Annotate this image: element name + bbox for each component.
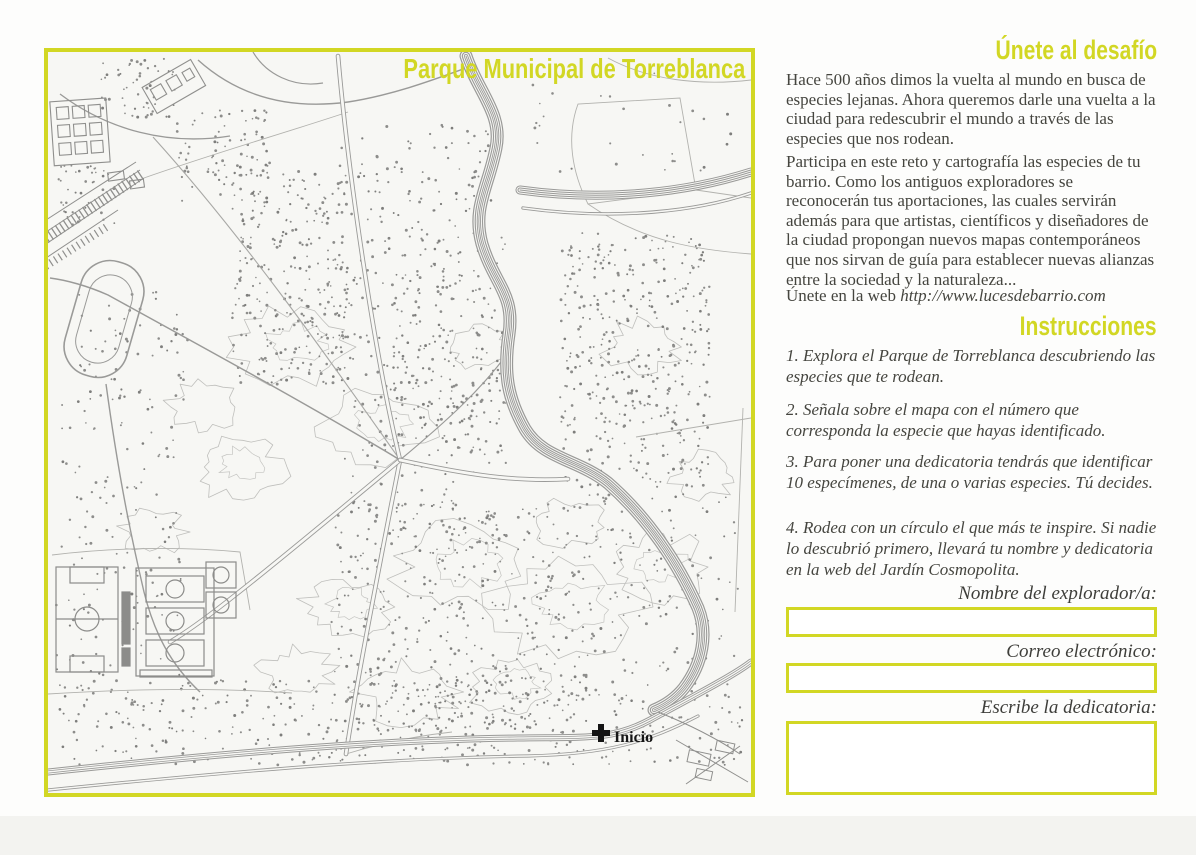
join-prefix: Únete en la web <box>786 286 901 305</box>
dedication-label: Escribe la dedicatoria: <box>980 697 1157 718</box>
challenge-heading: Únete al desafío <box>995 35 1157 65</box>
map-title: Parque Municipal de Torreblanca <box>403 53 745 84</box>
page-bottom-edge <box>0 816 1196 855</box>
start-marker-label: Inicio <box>614 729 654 746</box>
park-map-panel <box>44 48 755 797</box>
instruction-item-2: 2. Señala sobre el mapa con el número que corresponda la especie que hayas identificado. <box>786 400 1106 440</box>
instructions-heading: Instrucciones <box>1020 311 1157 341</box>
explorer-name-input[interactable] <box>786 607 1157 637</box>
join-url: http://www.lucesdebarrio.com <box>900 286 1106 305</box>
email-label: Correo electrónico: <box>1006 641 1157 662</box>
challenge-paragraph-2: Participa en este reto y cartografía las especies de tu barrio. Como los antiguos exploradores se reconocerán tus aportaciones, las cuales servirán además para que artistas, científicos y diseñadores de la ciudad propongan nuevos mapas contemporáneos que nos sirvan de guía para establecer nuevas alianzas entre la sociedad y la naturaleza... <box>786 152 1155 289</box>
instruction-item-3: 3. Para poner una dedicatoria tendrás que identificar 10 especímenes, de una o varias especies. Tú decides. <box>786 452 1153 492</box>
join-line <box>786 286 1157 306</box>
challenge-paragraph-1: Hace 500 años dimos la vuelta al mundo en busca de especies lejanas. Ahora queremos darle una vuelta a la ciudad para redescubrir el mundo a través de las especies que nos rodean. <box>786 70 1156 148</box>
explorer-name-label: Nombre del explorador/a: <box>958 583 1157 604</box>
map-background <box>48 52 751 793</box>
instruction-item-4: 4. Rodea con un círculo el que más te inspire. Si nadie lo descubrió primero, llevará tu nombre y dedicatoria en la web del Jardín Cosmopolita. <box>786 518 1157 579</box>
email-input[interactable] <box>786 663 1157 693</box>
info-column <box>786 0 1157 855</box>
park-map-drawing <box>48 52 751 793</box>
instruction-item-1: 1. Explora el Parque de Torreblanca descubriendo las especies que te rodean. <box>786 346 1156 386</box>
dedication-textarea[interactable] <box>786 721 1157 795</box>
